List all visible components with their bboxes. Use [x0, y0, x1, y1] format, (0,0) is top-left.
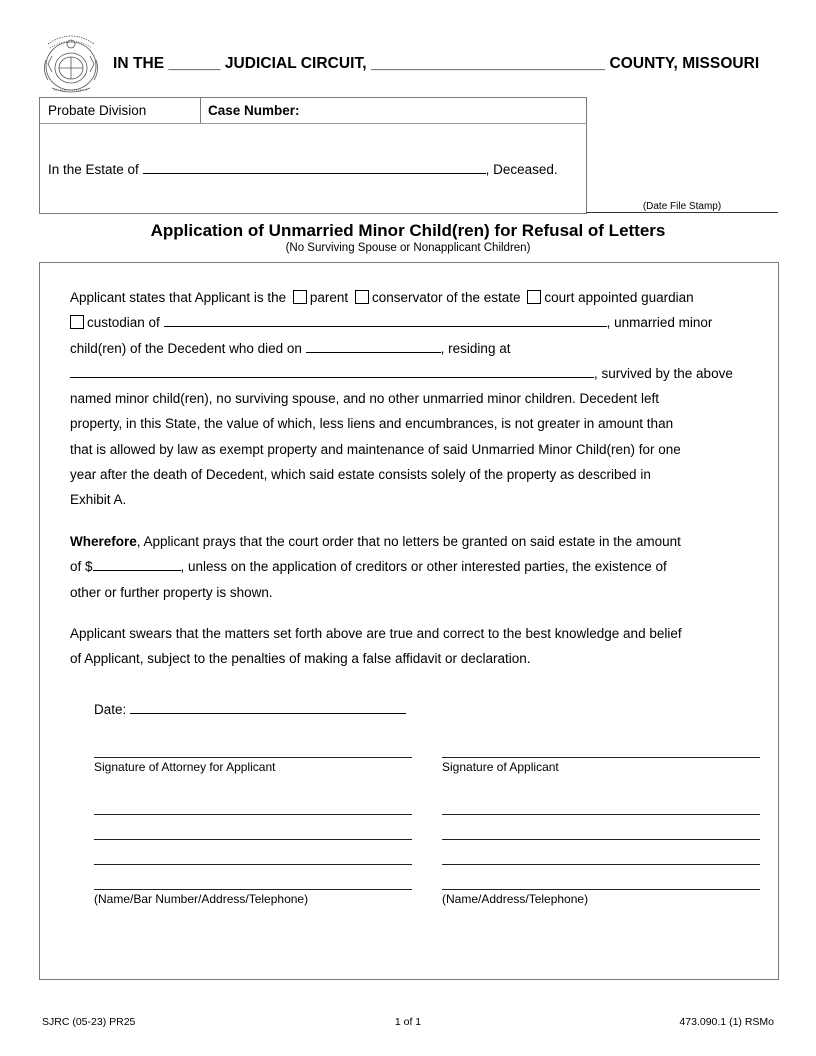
applicant-info-line-3[interactable] — [442, 864, 760, 865]
date-row — [94, 701, 406, 717]
date-label: Date: — [94, 702, 127, 717]
statement-line-9: Exhibit A. — [70, 492, 127, 508]
amount-suffix-text: , unless on the application of creditors or other interested parties, the existence of — [180, 559, 667, 575]
wherefore-line-2 — [70, 554, 760, 579]
statement-line-5: named minor child(ren), no surviving spouse, and no other unmarried minor children. Decedent left — [70, 391, 660, 407]
header-county-label: COUNTY, MISSOURI — [609, 55, 760, 72]
survived-by-text: , survived by the above — [594, 365, 733, 381]
amount-prefix: of $ — [70, 559, 93, 575]
custodian-checkbox[interactable] — [70, 315, 84, 329]
circuit-number-field[interactable]: ______ — [168, 55, 221, 72]
statement-line-6: property, in this State, the value of which, less liens and encumbrances, is not greater in amount than — [70, 416, 674, 432]
probate-division-label: Probate Division — [48, 103, 147, 118]
wherefore-text: , Applicant prays that the court order that no letters be granted on said estate in the amount — [136, 534, 681, 549]
applicant-signature-label: Signature of Applicant — [442, 760, 559, 774]
minor-children-names-field[interactable] — [164, 314, 607, 327]
form-subtitle: (No Surviving Spouse or Nonapplicant Children) — [285, 242, 531, 254]
applicant-statement-paragraph — [70, 285, 760, 513]
applicant-info-line-4[interactable] — [442, 889, 760, 890]
attorney-info-line-1[interactable] — [94, 814, 412, 815]
statement-line-4 — [70, 361, 760, 386]
attorney-info-line-3[interactable] — [94, 864, 412, 865]
guardian-option-label: court appointed guardian — [544, 290, 694, 305]
case-number-label: Case Number: — [208, 103, 300, 118]
decedent-name-field[interactable] — [143, 161, 486, 174]
conservator-checkbox[interactable] — [355, 290, 369, 304]
caption-header-row — [40, 98, 586, 124]
oath-paragraph — [70, 621, 760, 672]
statement-line-1 — [70, 285, 760, 310]
parent-checkbox[interactable] — [293, 290, 307, 304]
conservator-option-label: conservator of the estate — [371, 290, 521, 305]
header-circuit-label: JUDICIAL CIRCUIT, — [224, 55, 367, 72]
form-id: SJRC (05-23) PR25 — [42, 1016, 136, 1028]
attorney-info-label: (Name/Bar Number/Address/Telephone) — [94, 892, 309, 906]
estate-prefix: In the Estate of — [48, 162, 139, 177]
county-name-field[interactable]: ___________________________ — [371, 55, 606, 72]
date-field[interactable] — [130, 701, 406, 714]
estate-suffix: , Deceased. — [485, 162, 558, 177]
custodian-option-label: custodian of — [87, 315, 160, 331]
statement-line-2 — [70, 310, 760, 335]
applicant-signature-line[interactable] — [442, 757, 760, 758]
statement-prefix: Applicant states that Applicant is the — [70, 290, 287, 305]
date-of-death-field[interactable] — [306, 340, 441, 353]
date-file-stamp-line — [586, 212, 778, 213]
applicant-info-line-1[interactable] — [442, 814, 760, 815]
statute-reference: 473.090.1 (1) RSMo — [679, 1016, 774, 1028]
guardian-checkbox[interactable] — [527, 290, 541, 304]
missouri-seal-icon — [40, 30, 102, 96]
application-body-box — [39, 262, 779, 980]
residing-at-text: , residing at — [440, 340, 511, 356]
oath-line-1: Applicant swears that the matters set forth above are true and correct to the best knowledge and belief — [70, 626, 682, 641]
died-on-text: child(ren) of the Decedent who died on — [70, 340, 302, 356]
form-title: Application of Unmarried Minor Child(ren) for Refusal of Letters — [150, 221, 666, 240]
wherefore-line-1 — [70, 529, 760, 554]
header-prefix: IN THE — [113, 55, 165, 72]
column-divider — [200, 98, 201, 123]
page-number: 1 of 1 — [394, 1016, 422, 1028]
estate-amount-field[interactable] — [93, 558, 181, 571]
attorney-info-line-2[interactable] — [94, 839, 412, 840]
date-file-stamp-label: (Date File Stamp) — [642, 201, 722, 212]
wherefore-paragraph — [70, 529, 760, 605]
court-header — [113, 55, 759, 73]
unmarried-minor-text: , unmarried minor — [606, 315, 713, 331]
applicant-info-label: (Name/Address/Telephone) — [442, 892, 589, 906]
statement-line-7: that is allowed by law as exempt property and maintenance of said Unmarried Minor Child(ren) for one — [70, 441, 681, 457]
residence-address-field[interactable] — [70, 365, 594, 378]
wherefore-lead: Wherefore — [70, 534, 137, 549]
attorney-info-line-4[interactable] — [94, 889, 412, 890]
attorney-signature-label: Signature of Attorney for Applicant — [94, 760, 276, 774]
applicant-info-line-2[interactable] — [442, 839, 760, 840]
statement-line-8: year after the death of Decedent, which said estate consists solely of the property as described in — [70, 467, 651, 483]
parent-option-label: parent — [309, 290, 349, 305]
oath-line-2: of Applicant, subject to the penalties of making a false affidavit or declaration. — [70, 651, 531, 667]
statement-line-3 — [70, 336, 760, 361]
wherefore-line-3: other or further property is shown. — [70, 584, 273, 600]
case-caption-table — [39, 97, 587, 214]
estate-of-row — [48, 161, 558, 177]
attorney-signature-line[interactable] — [94, 757, 412, 758]
